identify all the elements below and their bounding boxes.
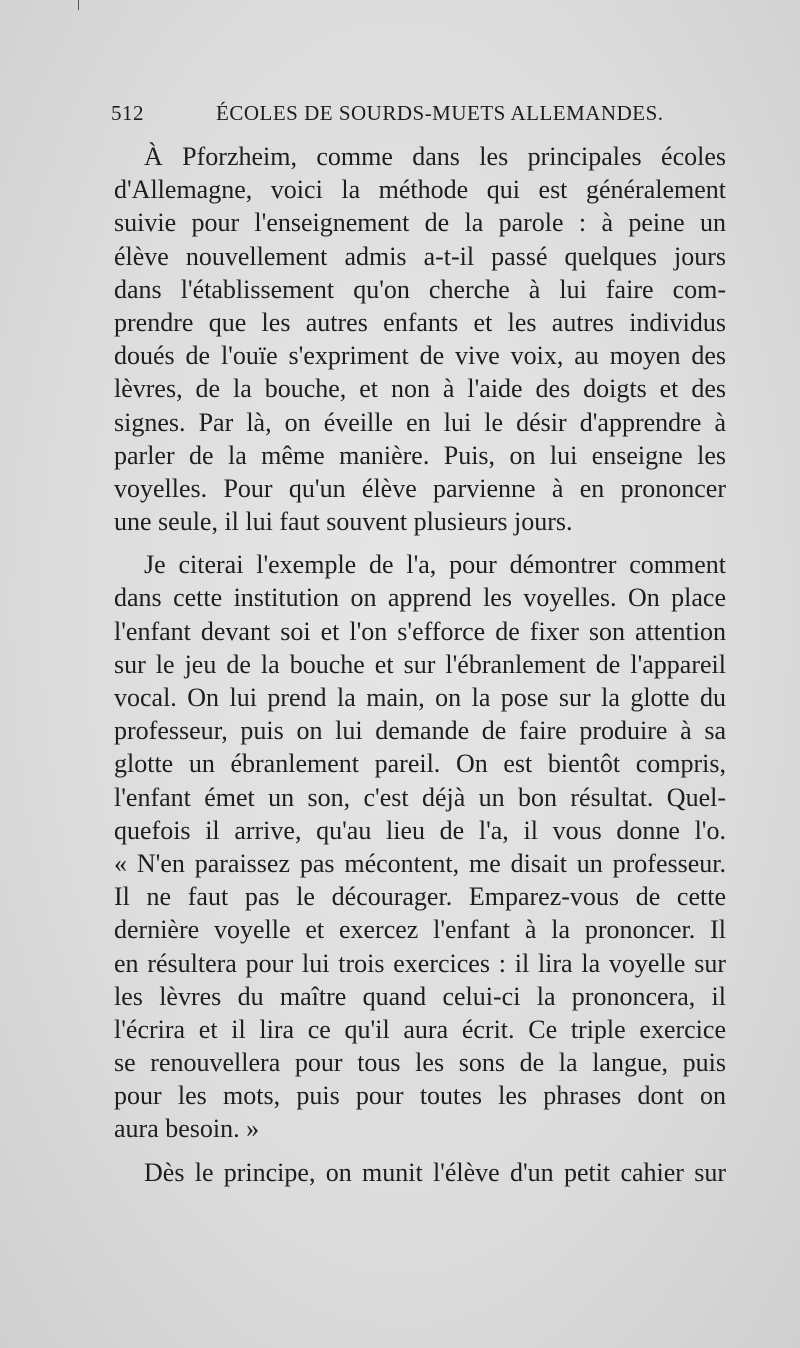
text-line: Je citerai l'exemple de l'a, pour démontrer comment	[144, 550, 726, 580]
text-line: prendre que les autres enfants et les autres individus	[114, 307, 726, 337]
text-line: pour les mots, puis pour toutes les phrases dont on	[114, 1081, 726, 1111]
text-line: élève nouvellement admis a-t-il passé quelques jours	[114, 241, 726, 271]
text-line: professeur, puis on lui demande de faire produire à sa	[114, 716, 726, 746]
body-text	[114, 140, 726, 1189]
paragraph-gap	[114, 1146, 726, 1156]
text-line: parler de la même manière. Puis, on lui enseigne les	[114, 440, 726, 470]
text-line: en résultera pour lui trois exercices : il lira la voyelle sur	[114, 948, 726, 978]
text-line: dans l'établissement qu'on cherche à lui faire com-	[114, 274, 726, 304]
text-line: aura besoin. »	[114, 1114, 260, 1144]
text-line: dernière voyelle et exercez l'enfant à la prononcer. Il	[114, 915, 726, 945]
text-line: À Pforzheim, comme dans les principales écoles	[144, 142, 726, 171]
text-line: suivie pour l'enseignement de la parole : à peine un	[114, 208, 726, 238]
text-line: sur le jeu de la bouche et sur l'ébranlement de l'appareil	[114, 649, 726, 679]
text-line: l'enfant émet un son, c'est déjà un bon résultat. Quel-	[114, 782, 726, 812]
margin-mark	[78, 0, 79, 10]
text-line: d'Allemagne, voici la méthode qui est généralement	[114, 175, 726, 205]
text-line: les lèvres du maître quand celui-ci la prononcera, il	[114, 981, 726, 1011]
paragraph-gap	[114, 538, 726, 548]
text-line: vocal. On lui prend la main, on la pose sur la glotte du	[114, 683, 726, 712]
text-line: dans cette institution on apprend les voyelles. On place	[114, 583, 726, 613]
page-number: 512	[111, 101, 144, 125]
text-line: Il ne faut pas le décourager. Emparez-vous de cette	[114, 882, 726, 912]
running-head: ÉCOLES DE SOURDS-MUETS ALLEMANDES.	[216, 101, 664, 125]
text-line: une seule, il lui faut souvent plusieurs jours.	[114, 507, 573, 537]
text-line: signes. Par là, on éveille en lui le désir d'apprendre à	[114, 407, 726, 437]
text-line: Dès le principe, on munit l'élève d'un petit cahier sur	[144, 1157, 726, 1187]
text-line: se renouvellera pour tous les sons de la langue, puis	[114, 1048, 726, 1078]
text-line: doués de l'ouïe s'expriment de vive voix, au moyen des	[114, 341, 726, 371]
text-line: glotte un ébranlement pareil. On est bientôt compris,	[114, 749, 726, 779]
text-line: voyelles. Pour qu'un élève parvienne à en prononcer	[114, 473, 726, 503]
text-line: « N'en paraissez pas mécontent, me disait un professeur.	[114, 848, 726, 878]
text-line: lèvres, de la bouche, et non à l'aide des doigts et des	[114, 374, 726, 404]
text-line: l'enfant devant soi et l'on s'efforce de fixer son attention	[114, 616, 726, 646]
text-line: quefois il arrive, qu'au lieu de l'a, il vous donne l'o.	[114, 815, 726, 845]
text-line: l'écrira et il lira ce qu'il aura écrit. Ce triple exercice	[114, 1014, 726, 1044]
